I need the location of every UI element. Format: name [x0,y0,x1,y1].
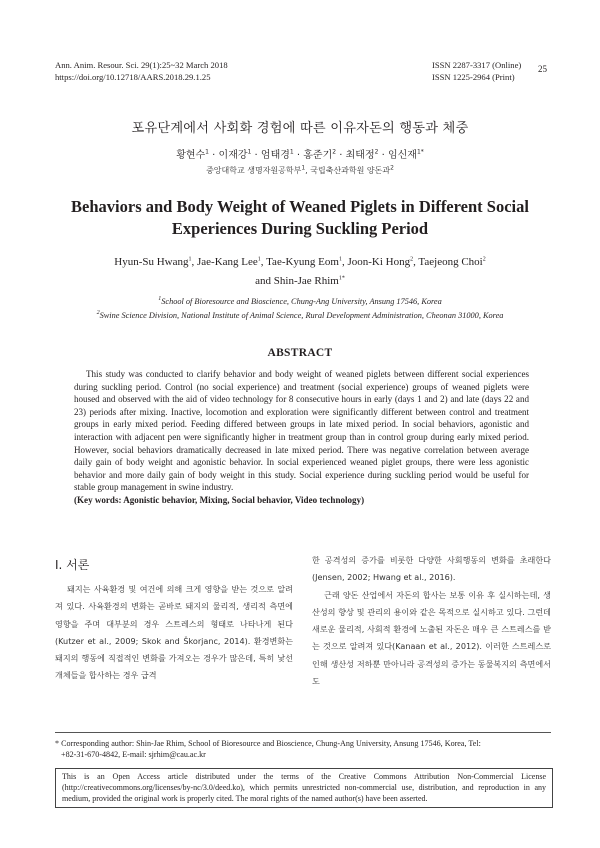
author-separator: · [209,150,219,161]
intro-right-column [312,552,551,690]
section-heading-introduction: Ⅰ. 서론 [55,558,90,572]
korean-author-affiliation-mark: 2 [374,148,379,156]
korean-author-name: 엄태경 [260,150,290,161]
issn-block [432,60,521,83]
abstract-body [74,368,529,507]
intro-paragraph-1-cont: 한 공격성의 증가를 비롯한 다양한 사회행동의 변화를 초래한다(Jensen, 2002; Hwang et al., 2016). [312,555,551,583]
author-separator: · [251,150,261,161]
author-separator: · [336,150,346,161]
korean-author-name: 최태정 [345,150,375,161]
english-author-affiliation-mark: 2 [410,256,414,263]
english-author-name: Jae-Kang Lee [197,256,258,268]
running-header-citation [55,60,228,83]
english-title: Behaviors and Body Weight of Weaned Piglets in Different Social Experiences During Suckling Period [71,197,529,238]
doi-link[interactable]: https://doi.org/10.12718/AARS.2018.29.1.25 [55,71,211,82]
korean-author-affiliation-mark: 1 [289,148,294,156]
english-author-name: Joon-Ki Hong [347,256,411,268]
english-author-affiliation-mark: 1 [188,256,192,263]
korean-author-affiliation-mark: 1 [247,148,252,156]
abstract-heading: ABSTRACT [267,347,333,359]
abstract-text: This study was conducted to clarify behavior and body weight of weaned piglets between different social experiences during suckling period. Control (no social experience) and treatment (social experience) groups of weaned piglets were housed and observed with the aid of video technology for 8 consecutive hours in early (days 1 and 2) and late (days 22 and 23) periods after mixing. Inactive, locomotion and exploration were significantly different between control and treatment groups in early mixed period. Feeding differed between groups in late mixed period. In social behaviors, agonistic and interaction with adjacent pen were significantly higher in treatment group than in control group during early mixed period. However, social behaviors dramatically decreased in late mixed period. There was negative correlation between average daily gain of body weight and agonistic behavior. In social experienced weaned piglet groups, there were less agonistic behavior and more daily gain of body weight in this study. Social experience during suckling period would be useful for stable group management in swine industry. [74,369,529,493]
intro-left-column [55,581,293,685]
korean-authors [0,146,600,161]
page-number: 25 [538,64,547,74]
english-author-affiliation-mark: 1 [257,256,261,263]
korean-author-name: 황현수 [176,150,206,161]
intro-paragraph-2: 근래 양돈 산업에서 자돈의 합사는 보통 이유 후 실시하는데, 생산성의 향상 및 관리의 용이와 같은 목적으로 실시하고 있다. 그런데 새로운 물리적, 사회적 환경에 노출된 자돈은 매우 큰 스트레스를 받는 것으로 알려져 있다(Kanaan et al., 2012). 이러한 스트레스로 인해 생산성 저하뿐 만아니라 공격성의 증가는 동물복지의 측면에서도 [312,589,551,687]
english-author-name: Tae-Kyung Eom [266,256,339,268]
author-separator: · [378,150,388,161]
intro-paragraph-1: 돼지는 사육환경 및 여건에 의해 크게 영향을 받는 것으로 알려져 있다. 사육환경의 변화는 곧바로 돼지의 물리적, 생리적 측면에 영향을 주며 대부분의 경우 스트레스의 형태로 나타나게 된다(Kutzer et al., 2009; Skok and Škorjanc, 2014). 환경변화는 돼지의 행동에 직접적인 변화를 가져오는 경우가 많은데, 특히 낯선 개체들을 합사하는 경우 급격 [55,584,293,681]
korean-author-affiliation-mark: 2 [332,148,337,156]
korean-author-name: 이재강 [218,150,248,161]
english-author-affiliation-mark: 2 [482,256,486,263]
korean-affiliations: 중앙대학교 생명자원공학부$^1$, 국립축산과학원 양돈과$^2$ [206,164,394,175]
corresponding-author-footnote: * Corresponding author: Shin-Jae Rhim, School of Bioresource and Bioscience, Chung-Ang University, Ansung 17546, Korea, Tel: +82-31-670-4842, E-mail: sjrhim@cau.ac.kr [55,739,481,759]
author-separator: · [293,150,304,161]
issn-online: ISSN 2287-3317 (Online) [432,60,522,70]
korean-author-affiliation-mark: 1* [416,148,424,156]
english-authors-line2: and Shin-Jae Rhim$^{1*}$ [255,275,345,287]
issn-print: ISSN 1225-2964 (Print) [432,71,515,82]
korean-author-name: 임신재 [387,150,417,161]
korean-title: 포유단계에서 사회화 경험에 따른 이유자돈의 행동과 체중 [131,121,469,136]
english-author-affiliation-mark: 1 [338,256,342,263]
korean-affiliation-2: 국립축산과학원 양돈과 [310,166,391,175]
english-author-name: Hyun-Su Hwang [114,256,189,268]
korean-affiliation-1: 중앙대학교 생명자원공학부 [206,166,302,175]
open-access-license-box: This is an Open Access article distributed under the terms of the Creative Commons Attribution Non-Commercial License (http://creativecommons.org/licenses/by-nc/3.0/deed.ko), which permits unrestricted non-commercial use, distribution, and reproduction in any medium, provided the original work is properly cited. The moral rights of the named author(s) have been asserted. [55,768,553,808]
korean-author-name: 홍준기 [303,150,333,161]
journal-citation: Ann. Anim. Resour. Sci. 29(1):25~32 March 2018 [55,60,228,70]
keywords: (Key words: Agonistic behavior, Mixing, Social behavior, Video technology) [74,494,365,505]
english-authors-line1: Hyun-Su Hwang$^1$, Jae-Kang Lee$^1$, Tae-Kyung Eom$^1$, Joon-Ki Hong$^2$, Taejeong Choi$^2$ [114,256,486,268]
english-affiliation-2: $^2$Swine Science Division, National Institute of Animal Science, Rural Development Administration, Cheonan 31000, Korea [96,310,504,320]
korean-author-affiliation-mark: 1 [205,148,209,156]
footnote-rule [55,732,551,733]
english-author-name: Taejeong Choi [418,256,483,268]
english-affiliation-1: $^1$School of Bioresource and Bioscience, Chung-Ang University, Ansung 17546, Korea [158,296,442,306]
english-authors [0,253,600,291]
